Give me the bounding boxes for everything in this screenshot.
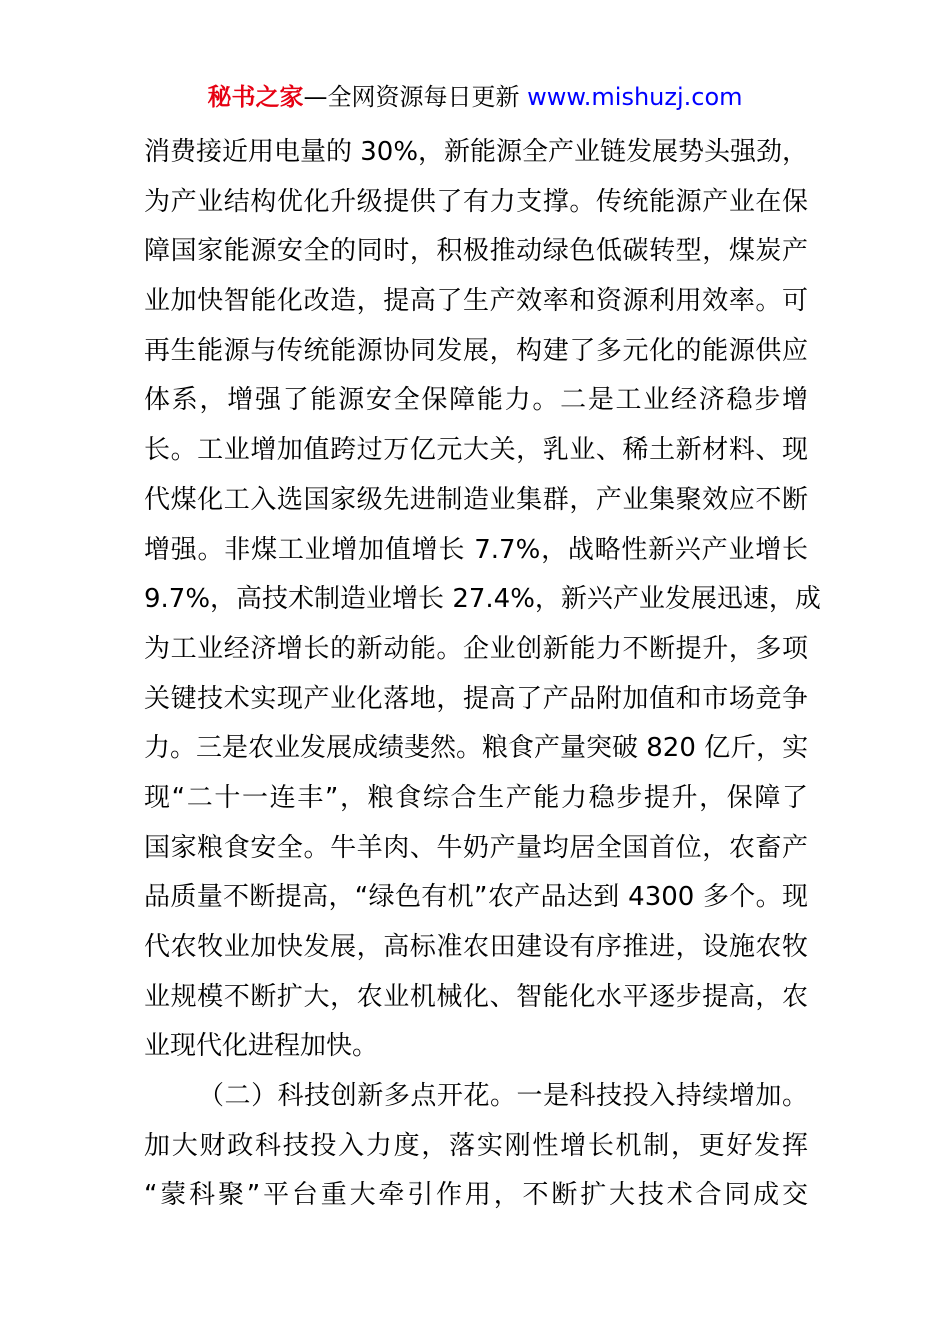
text-line: 业规模不断扩大，农业机械化、智能化水平逐步提高，农 <box>144 981 808 1012</box>
text-line: 业加快智能化改造，提高了生产效率和资源利用效率。可 <box>144 286 808 317</box>
text-line: 体系，增强了能源安全保障能力。二是工业经济稳步增 <box>144 385 808 416</box>
page-header <box>0 80 950 114</box>
text-line: 业现代化进程加快。 <box>144 1031 379 1062</box>
document-body <box>144 128 821 1221</box>
section-heading-line: （二）科技创新多点开花。一是科技投入持续增加。 <box>198 1081 808 1112</box>
text-line: 增强。非煤工业增加值增长 7.7%，战略性新兴产业增长 <box>144 534 808 565</box>
site-url[interactable]: www.mishuzj.com <box>527 83 743 111</box>
text-line: 品质量不断提高，“绿色有机”农产品达到 4300 多个。现 <box>144 882 808 913</box>
text-line: 代煤化工入选国家级先进制造业集群，产业集聚效应不断 <box>144 484 808 515</box>
text-line: 现“二十一连丰”，粮食综合生产能力稳步提升，保障了 <box>144 782 808 813</box>
text-line: 再生能源与传统能源协同发展，构建了多元化的能源供应 <box>144 335 808 366</box>
text-line: 关键技术实现产业化落地，提高了产品附加值和市场竞争 <box>144 683 808 714</box>
text-line: “蒙科聚”平台重大牵引作用，不断扩大技术合同成交 <box>144 1180 808 1211</box>
text-line: 障国家能源安全的同时，积极推动绿色低碳转型，煤炭产 <box>144 236 808 267</box>
text-line: 9.7%，高技术制造业增长 27.4%，新兴产业发展迅速，成 <box>144 584 821 615</box>
text-line: 消费接近用电量的 30%，新能源全产业链发展势头强劲， <box>144 137 809 167</box>
text-line: 长。工业增加值跨过万亿元大关，乳业、稀土新材料、现 <box>144 435 808 466</box>
site-tagline: —全网资源每日更新 <box>303 83 520 111</box>
text-line: 加大财政科技投入力度，落实刚性增长机制，更好发挥 <box>144 1130 808 1161</box>
text-line: 国家粮食安全。牛羊肉、牛奶产量均居全国首位，农畜产 <box>144 832 808 863</box>
site-brand: 秘书之家 <box>207 83 304 111</box>
text-line: 代农牧业加快发展，高标准农田建设有序推进，设施农牧 <box>144 932 808 962</box>
text-line: 为产业结构优化升级提供了有力支撑。传统能源产业在保 <box>144 186 808 217</box>
text-line: 力。三是农业发展成绩斐然。粮食产量突破 820 亿斤，实 <box>144 733 809 764</box>
text-line: 为工业经济增长的新动能。企业创新能力不断提升，多项 <box>144 633 808 664</box>
